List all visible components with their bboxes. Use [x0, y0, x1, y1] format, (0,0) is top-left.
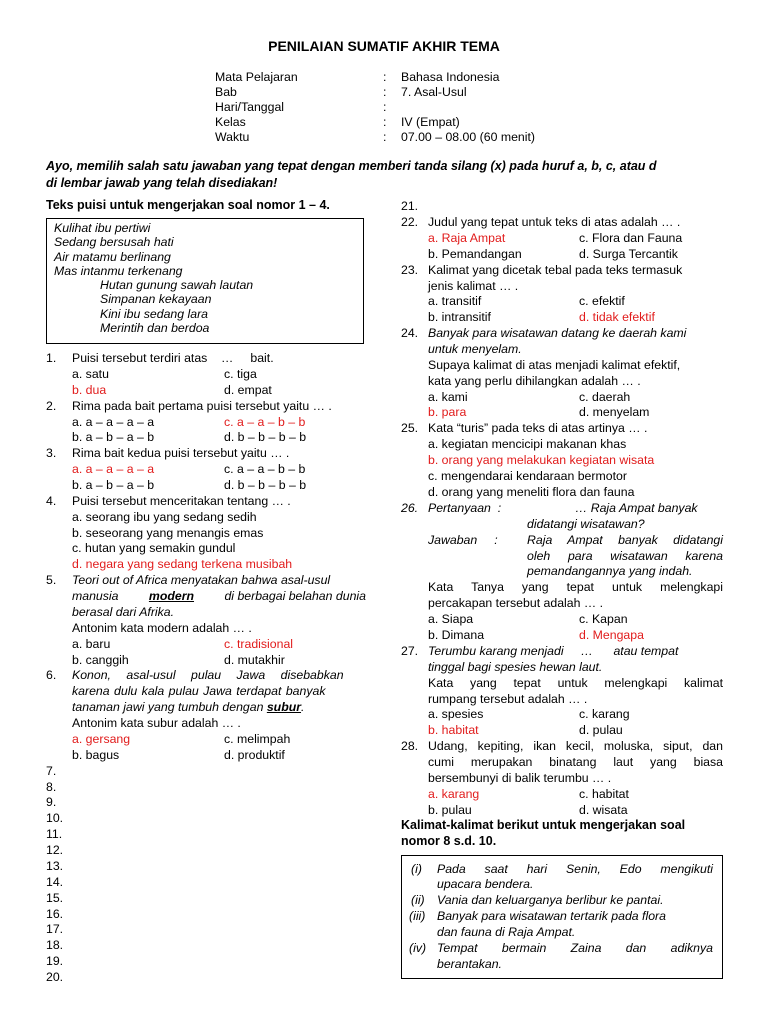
dialog-text: … Raja Ampat banyak	[575, 501, 698, 515]
option-c-answer[interactable]: c. a – a – b – b	[224, 415, 306, 429]
text-fragment: tanaman jawi yang tumbuh dengan	[72, 700, 264, 714]
question-number: 20.	[46, 970, 64, 984]
option-a[interactable]: a. spesies	[428, 707, 484, 721]
question-number: 26.	[401, 501, 419, 515]
option-d[interactable]: d. produktif	[224, 748, 285, 762]
option-a[interactable]: a. satu	[72, 367, 109, 381]
option-b[interactable]: b. a – b – a – b	[72, 430, 155, 444]
question-number: 8.	[46, 780, 57, 794]
question-number: 16.	[46, 907, 64, 921]
dialog-text: Raja Ampat banyak didatangi	[527, 533, 723, 547]
option-c[interactable]: c. Kapan	[579, 612, 628, 626]
instruction-line: di lembar jawab yang telah disediakan!	[46, 176, 278, 190]
question-number: 12.	[46, 843, 64, 857]
question-text: Rima bait kedua puisi tersebut yaitu … .	[72, 446, 290, 460]
info-value: 7. Asal-Usul	[401, 85, 467, 99]
question-number: 22.	[401, 215, 419, 229]
option-a[interactable]: a. baru	[72, 637, 111, 651]
option-b[interactable]: b. a – b – a – b	[72, 478, 155, 492]
sentences-heading: Kalimat-kalimat berikut untuk mengerjakan soal	[401, 818, 686, 832]
keyword-modern: modern	[148, 589, 195, 603]
question-number: 13.	[46, 859, 64, 873]
option-b-answer[interactable]: b. para	[428, 405, 467, 419]
option-a-answer[interactable]: a. karang	[428, 787, 480, 801]
question-text: Antonim kata subur adalah … .	[72, 716, 241, 730]
option-c[interactable]: c. daerah	[579, 390, 631, 404]
question-text: cumi merupakan binatang laut yang biasa	[428, 755, 723, 769]
question-text: Kata Tanya yang tepat untuk melengkapi	[428, 580, 723, 594]
option-d[interactable]: d. wisata	[579, 803, 628, 817]
question-text	[72, 668, 366, 682]
option-d[interactable]: d. pulau	[579, 723, 623, 737]
text-fragment: Konon, asal-usul pulau Jawa disebabkan	[72, 668, 344, 682]
option-a-answer[interactable]: a. Raja Ampat	[428, 231, 506, 245]
question-number: 4.	[46, 494, 57, 508]
option-b[interactable]: b. seseorang yang menangis emas	[72, 526, 264, 540]
question-text: Kata “turis” pada teks di atas artinya … .	[428, 421, 648, 435]
question-text: jenis kalimat … .	[428, 279, 519, 293]
dialog-label: Jawaban :	[428, 533, 498, 547]
option-a[interactable]: a. transitif	[428, 294, 482, 308]
sentence-roman: (i)	[411, 862, 422, 876]
option-b[interactable]: b. intransitif	[428, 310, 491, 324]
option-d[interactable]: d. b – b – b – b	[224, 478, 307, 492]
option-a[interactable]: a. kami	[428, 390, 468, 404]
option-c[interactable]: c. Flora dan Fauna	[579, 231, 683, 245]
question-text: percakapan tersebut adalah … .	[428, 596, 604, 610]
option-c[interactable]: c. a – a – b – b	[224, 462, 306, 476]
option-c[interactable]: c. mengendarai kendaraan bermotor	[428, 469, 627, 483]
question-text: Puisi tersebut terdiri atas … bait.	[72, 351, 274, 365]
option-a-answer[interactable]: a. a – a – a – a	[72, 462, 155, 476]
info-label: Hari/Tanggal	[215, 100, 285, 114]
sentences-heading: nomor 8 s.d. 10.	[401, 834, 497, 848]
info-value: IV (Empat)	[401, 115, 460, 129]
option-a[interactable]: a. seorang ibu yang sedang sedih	[72, 510, 257, 524]
question-number: 17.	[46, 922, 64, 936]
sentence-text: Tempat bermain Zaina dan adiknya	[437, 941, 713, 955]
option-c[interactable]: c. hutan yang semakin gundul	[72, 541, 236, 555]
question-number: 21.	[401, 199, 419, 213]
poem-line: Air matamu berlinang	[54, 250, 171, 264]
question-text: kata yang perlu dihilangkan adalah … .	[428, 374, 641, 388]
info-value: 07.00 – 08.00 (60 menit)	[401, 130, 535, 144]
option-d-answer[interactable]: d. Mengapa	[579, 628, 644, 642]
question-number: 28.	[401, 739, 419, 753]
option-b[interactable]: b. bagus	[72, 748, 120, 762]
option-c-answer[interactable]: c. tradisional	[224, 637, 294, 651]
question-text: Kalimat yang dicetak tebal pada teks termasuk	[428, 263, 683, 277]
option-a[interactable]: a. kegiatan mencicipi makanan khas	[428, 437, 627, 451]
info-label: Waktu	[215, 130, 250, 144]
info-colon: :	[383, 130, 387, 144]
info-colon: :	[383, 100, 387, 114]
dialog-label: Pertanyaan :	[428, 501, 502, 515]
option-c[interactable]: c. efektif	[579, 294, 625, 308]
question-number: 27.	[401, 644, 419, 658]
question-number: 7.	[46, 764, 57, 778]
info-colon: :	[383, 115, 387, 129]
question-text: karena dulu kala pulau Jawa terdapat banyak	[72, 684, 326, 698]
option-b[interactable]: b. pulau	[428, 803, 472, 817]
question-text: Puisi tersebut menceritakan tentang … .	[72, 494, 291, 508]
option-b[interactable]: b. Dimana	[428, 628, 485, 642]
sentence-text: upacara bendera.	[437, 877, 534, 891]
option-b-answer[interactable]: b. orang yang melakukan kegiatan wisata	[428, 453, 655, 467]
question-text: Teori out of Africa menyatakan bahwa asal-usul	[72, 573, 331, 587]
question-number: 11.	[46, 827, 63, 841]
question-text: Judul yang tepat untuk teks di atas adalah … .	[428, 215, 681, 229]
poem-line: Simpanan kekayaan	[100, 292, 212, 306]
info-value: Bahasa Indonesia	[401, 70, 500, 84]
text-fragment: di berbagai belahan dunia	[224, 589, 366, 603]
question-number: 15.	[46, 891, 64, 905]
question-text: Supaya kalimat di atas menjadi kalimat efektif,	[428, 358, 681, 372]
question-text: Terumbu karang menjadi … atau tempat	[428, 644, 679, 658]
option-d[interactable]: d. b – b – b – b	[224, 430, 307, 444]
info-label: Kelas	[215, 115, 246, 129]
info-colon: :	[383, 70, 387, 84]
instruction-line: Ayo, memilih salah satu jawaban yang tepat dengan memberi tanda silang (x) pada huruf a, b, c, atau d	[46, 159, 657, 173]
question-text	[72, 589, 366, 603]
question-number: 10.	[46, 811, 64, 825]
option-b[interactable]: b. Pemandangan	[428, 247, 522, 261]
poem-line: Hutan gunung sawah lautan	[100, 278, 254, 292]
sentence-roman: (iv)	[409, 941, 427, 955]
option-d-answer[interactable]: d. negara yang sedang terkena musibah	[72, 557, 293, 571]
info-label: Bab	[215, 85, 237, 99]
option-d[interactable]: d. orang yang meneliti flora dan fauna	[428, 485, 635, 499]
question-text: Rima pada bait pertama puisi tersebut yaitu … .	[72, 399, 332, 413]
sentence-text: Pada saat hari Senin, Edo mengikuti	[437, 862, 713, 876]
poem-line: Kulihat ibu pertiwi	[54, 221, 151, 235]
question-text	[72, 700, 304, 714]
option-b-answer[interactable]: b. dua	[72, 383, 107, 397]
question-number: 9.	[46, 795, 57, 809]
option-c[interactable]: c. tiga	[224, 367, 257, 381]
sentence-text: Banyak para wisatawan tertarik pada flora	[437, 909, 666, 923]
option-d[interactable]: d. mutakhir	[224, 653, 285, 667]
sentence-text: dan fauna di Raja Ampat.	[437, 925, 576, 939]
question-number: 25.	[401, 421, 419, 435]
poem-line: Sedang bersusah hati	[54, 235, 174, 249]
poem-line: Merintih dan berdoa	[100, 321, 210, 335]
question-number: 2.	[46, 399, 57, 413]
question-text: untuk menyelam.	[428, 342, 522, 356]
poem-line: Kini ibu sedang lara	[100, 307, 209, 321]
question-text: berasal dari Afrika.	[72, 605, 175, 619]
option-c[interactable]: c. habitat	[579, 787, 629, 801]
question-number: 3.	[46, 446, 57, 460]
option-c[interactable]: c. melimpah	[224, 732, 291, 746]
option-d-answer[interactable]: d. tidak efektif	[579, 310, 655, 324]
question-number: 14.	[46, 875, 64, 889]
question-number: 18.	[46, 938, 64, 952]
option-b[interactable]: b. canggih	[72, 653, 129, 667]
option-d[interactable]: d. menyelam	[579, 405, 650, 419]
page-title: PENILAIAN SUMATIF AKHIR TEMA	[268, 38, 500, 54]
question-number: 1.	[46, 351, 57, 365]
text-fragment: .	[301, 700, 305, 714]
sentence-roman: (ii)	[411, 893, 425, 907]
dialog-text: oleh para wisatawan karena	[527, 549, 723, 563]
text-fragment: manusia	[72, 589, 119, 603]
keyword-subur: subur	[266, 700, 302, 714]
question-number: 6.	[46, 668, 57, 682]
question-number: 24.	[401, 326, 419, 340]
option-d[interactable]: d. empat	[224, 383, 272, 397]
poem-heading: Teks puisi untuk mengerjakan soal nomor 1 – 4.	[46, 198, 330, 212]
sentence-roman: (iii)	[409, 909, 426, 923]
question-text: tinggal bagi spesies hewan laut.	[428, 660, 603, 674]
question-number: 5.	[46, 573, 57, 587]
question-text: Antonim kata modern adalah … .	[72, 621, 252, 635]
option-a[interactable]: a. a – a – a – a	[72, 415, 155, 429]
option-a[interactable]: a. Siapa	[428, 612, 474, 626]
dialog-text: didatangi wisatawan?	[527, 517, 645, 531]
sentence-text: berantakan.	[437, 957, 502, 971]
option-a-answer[interactable]: a. gersang	[72, 732, 131, 746]
question-text: Banyak para wisatawan datang ke daerah kami	[428, 326, 687, 340]
question-text: Kata yang tepat untuk melengkapi kalimat	[428, 676, 723, 690]
info-label: Mata Pelajaran	[215, 70, 298, 84]
poem-line: Mas intanmu terkenang	[54, 264, 183, 278]
option-d[interactable]: d. Surga Tercantik	[579, 247, 678, 261]
question-number: 23.	[401, 263, 419, 277]
question-text: Udang, kepiting, ikan kecil, moluska, siput, dan	[428, 739, 723, 753]
question-text: bersembunyi di balik terumbu … .	[428, 771, 612, 785]
question-text: rumpang tersebut adalah … .	[428, 692, 588, 706]
dialog-text: pemandangannya yang indah.	[527, 564, 693, 578]
instruction	[46, 158, 730, 192]
info-colon: :	[383, 85, 387, 99]
option-c[interactable]: c. karang	[579, 707, 630, 721]
sentence-text: Vania dan keluarganya berlibur ke pantai.	[437, 893, 664, 907]
question-number: 19.	[46, 954, 64, 968]
option-b-answer[interactable]: b. habitat	[428, 723, 479, 737]
